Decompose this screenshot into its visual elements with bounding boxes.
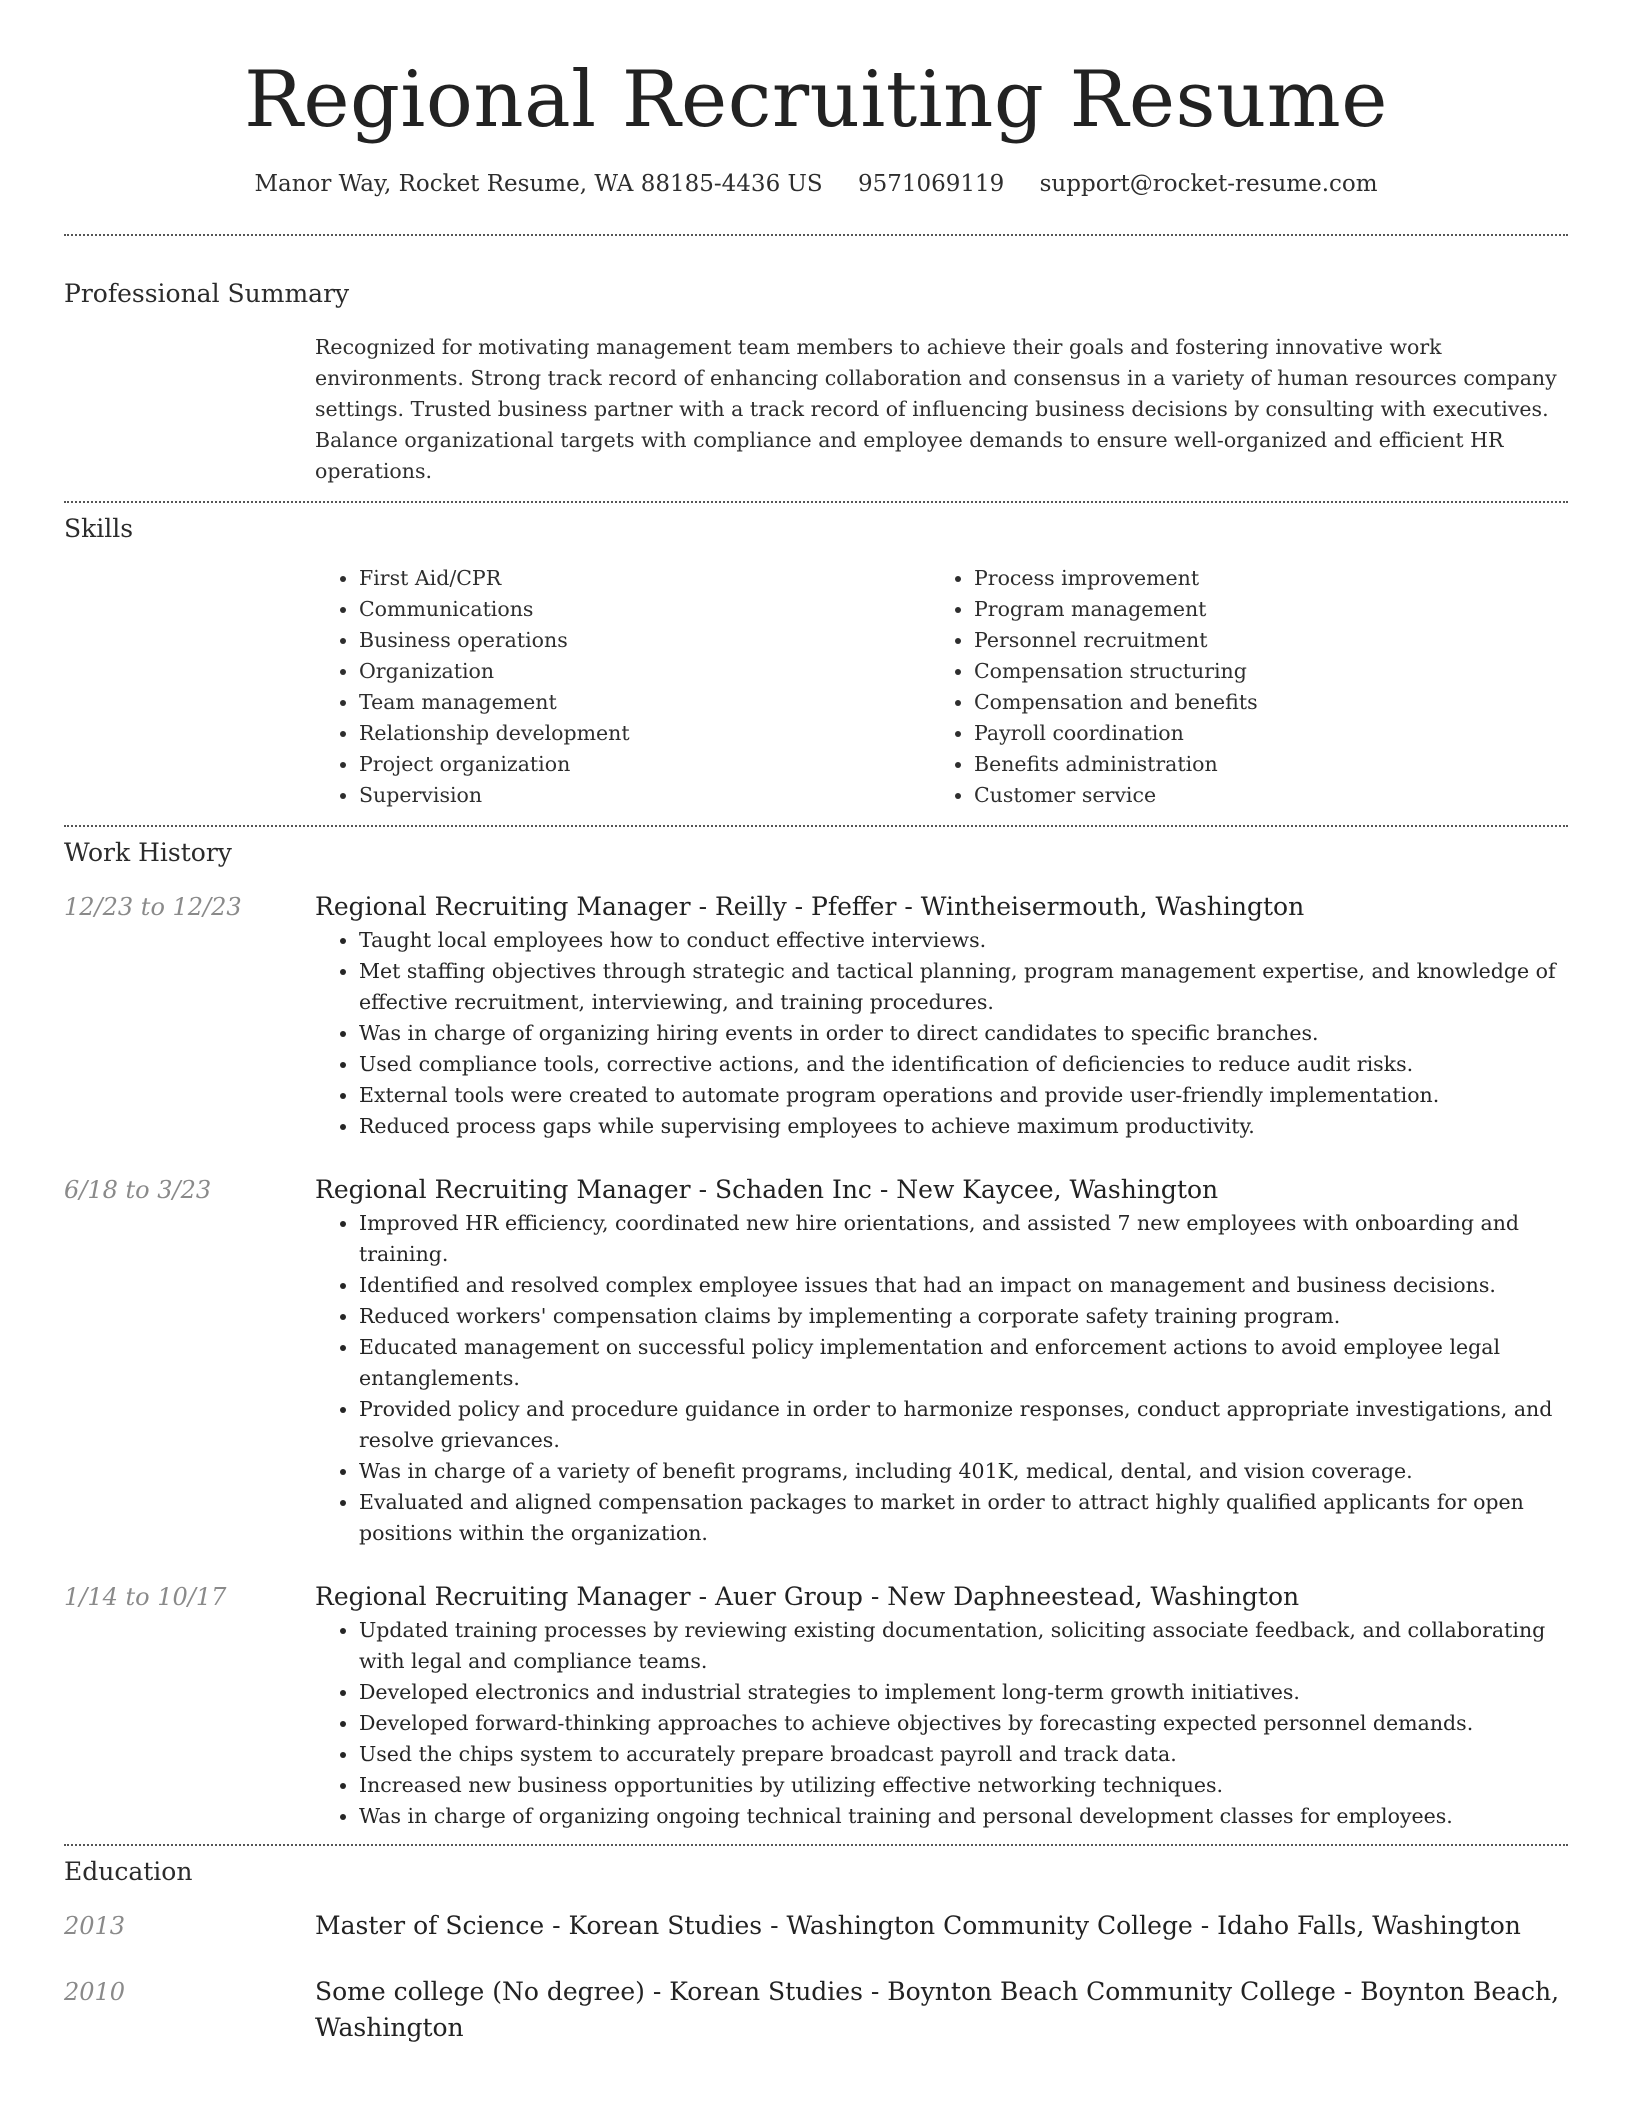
work-bullet: • Used the chips system to accurately prepare broadcast payroll and track data. [359,1739,1568,1770]
work-details [315,889,1568,1142]
skill-item: • Team management [359,687,930,718]
education-year: 2013 [64,1912,126,1940]
work-bullet: • Was in charge of organizing hiring events in order to direct candidates to specific branches. [359,1018,1568,1049]
work-bullet: • Educated management on successful policy implementation and enforcement actions to avoid employee legal entanglements. [359,1332,1568,1394]
contact-address: Manor Way, Rocket Resume, WA 88185-4436 US [254,171,823,197]
work-bullet: • Was in charge of a variety of benefit programs, including 401K, medical, dental, and vision coverage. [359,1456,1568,1487]
education-entry [64,1908,1568,1944]
resume-page [64,0,1568,2046]
work-bullet: • Taught local employees how to conduct effective interviews. [359,925,1568,956]
skill-item: • Relationship development [359,718,930,749]
work-bullet: • Increased new business opportunities by utilizing effective networking techniques. [359,1770,1568,1801]
work-entry [64,889,1568,1142]
work-bullet: • Improved HR efficiency, coordinated new hire orientations, and assisted 7 new employees with onboarding and training. [359,1208,1568,1270]
education-heading: Master of Science - Korean Studies - Washington Community College - Idaho Falls, Washington [315,1911,1521,1940]
work-bullet: • Updated training processes by reviewing existing documentation, soliciting associate feedback, and collaborating with legal and compliance teams. [359,1615,1568,1677]
work-details [315,1579,1568,1832]
skill-item: • Program management [974,594,1545,625]
work-entry [64,1172,1568,1549]
work-bullets [315,925,1568,1142]
work-bullet: • Developed electronics and industrial strategies to implement long-term growth initiatives. [359,1677,1568,1708]
skill-item: • Project organization [359,749,930,780]
skills-column-left [315,563,930,811]
education-year: 2010 [64,1978,126,2006]
skill-item: • Communications [359,594,930,625]
section-title-skills: Skills [64,514,134,543]
work-bullet: • Used compliance tools, corrective actions, and the identification of deficiencies to reduce audit risks. [359,1049,1568,1080]
skill-item: • First Aid/CPR [359,563,930,594]
work-heading: Regional Recruiting Manager - Reilly - Pfeffer - Wintheisermouth, Washington [315,892,1305,921]
skill-item: • Organization [359,656,930,687]
work-heading: Regional Recruiting Manager - Auer Group - New Daphneestead, Washington [315,1582,1300,1611]
work-bullet: • Met staffing objectives through strategic and tactical planning, program management expertise, and knowledge of effective recruitment, interviewing, and training procedures. [359,956,1568,1018]
work-bullet: • Evaluated and aligned compensation packages to market in order to attract highly qualified applicants for open positions within the organization. [359,1487,1568,1549]
resume-title: Regional Recruiting Resume [244,55,1388,145]
divider [64,501,1568,503]
work-bullet: • External tools were created to automate program operations and provide user-friendly implementation. [359,1080,1568,1111]
work-bullet: • Was in charge of organizing ongoing technical training and personal development classes for employees. [359,1801,1568,1832]
skill-item: • Process improvement [974,563,1545,594]
work-bullet: • Identified and resolved complex employee issues that had an impact on management and business decisions. [359,1270,1568,1301]
work-bullet: • Provided policy and procedure guidance in order to harmonize responses, conduct appropriate investigations, and resolve grievances. [359,1394,1568,1456]
contact-phone: 9571069119 [857,171,1005,197]
work-entry [64,1579,1568,1832]
skills-list [315,563,1568,811]
divider [64,1844,1568,1846]
work-heading: Regional Recruiting Manager - Schaden Inc - New Kaycee, Washington [315,1175,1219,1204]
education-entry [64,1974,1568,2046]
work-bullets [315,1208,1568,1549]
work-dates: 12/23 to 12/23 [64,893,242,921]
education-heading: Some college (No degree) - Korean Studies - Boynton Beach Community College - Boynton Beach, Washington [315,1977,1560,2042]
divider [64,825,1568,827]
education-details [315,1974,1568,2046]
education-details [315,1908,1568,1944]
work-dates: 6/18 to 3/23 [64,1176,212,1204]
skill-item: • Business operations [359,625,930,656]
work-bullet: • Developed forward-thinking approaches to achieve objectives by forecasting expected personnel demands. [359,1708,1568,1739]
contact-email: support@rocket-resume.com [1039,171,1378,197]
skill-item: • Payroll coordination [974,718,1545,749]
work-dates: 1/14 to 10/17 [64,1583,227,1611]
skill-item: • Benefits administration [974,749,1545,780]
summary-text: Recognized for motivating management team members to achieve their goals and fostering innovative work environments. Strong track record of enhancing collaboration and consensus in a variety of human resources company settings. Trusted business partner with a track record of influencing business decisions by consulting with executives. Balance organizational targets with compliance and employee demands to ensure well-organized and efficient HR operations. [315,335,1557,483]
section-title-education: Education [64,1857,193,1886]
work-bullets [315,1615,1568,1832]
skill-item: • Customer service [974,780,1545,811]
contact-line [64,166,1568,202]
skill-item: • Compensation structuring [974,656,1545,687]
divider [64,234,1568,236]
work-details [315,1172,1568,1549]
section-title-summary: Professional Summary [64,279,350,308]
work-bullet: • Reduced process gaps while supervising employees to achieve maximum productivity. [359,1111,1568,1142]
section-title-work-history: Work History [64,838,232,867]
work-bullet: • Reduced workers' compensation claims by implementing a corporate safety training program. [359,1301,1568,1332]
skills-column-right [930,563,1545,811]
skill-item: • Compensation and benefits [974,687,1545,718]
skill-item: • Supervision [359,780,930,811]
skill-item: • Personnel recruitment [974,625,1545,656]
